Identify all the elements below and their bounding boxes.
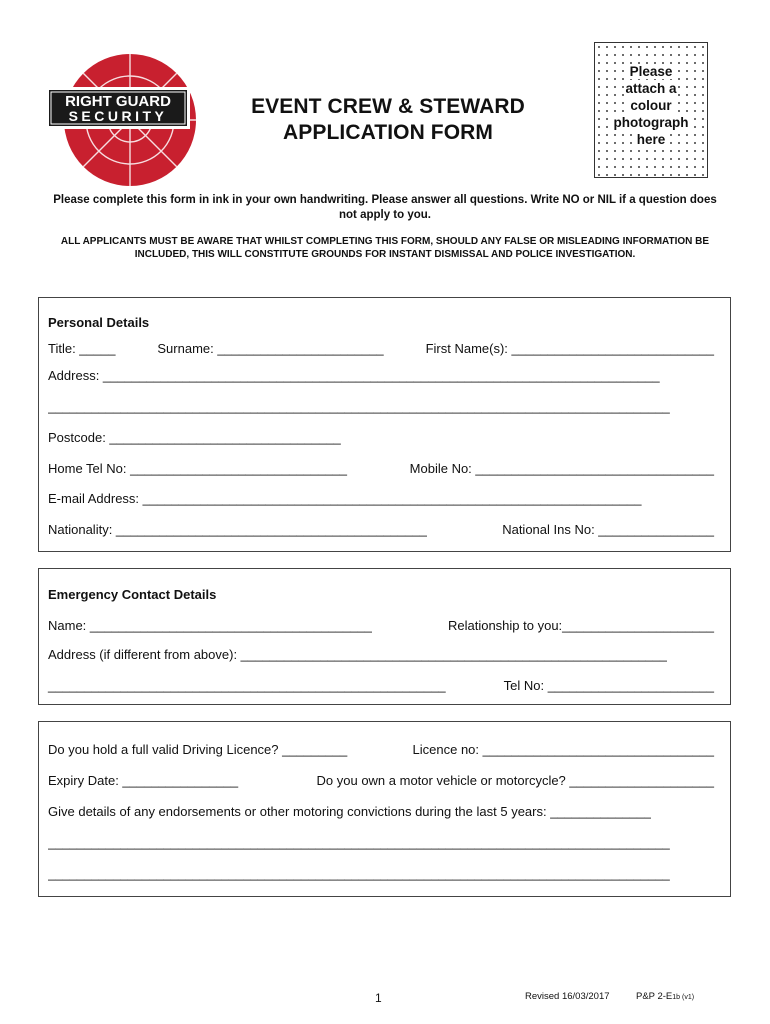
endorsements-question[interactable]: Give details of any endorsements or other motoring convictions during the last 5 years: ______________ bbox=[48, 804, 652, 819]
email-field[interactable]: E-mail Address: _____________________________________________________________________ bbox=[48, 491, 642, 506]
section-heading: Emergency Contact Details bbox=[48, 587, 217, 602]
endorsements-line3[interactable]: ______________________________________________________________________________________ bbox=[48, 866, 670, 881]
logo-text-line1: RIGHT GUARD bbox=[65, 93, 171, 110]
first-names-field[interactable]: First Name(s): ____________________________ bbox=[425, 341, 714, 356]
endorsements-line2[interactable]: ______________________________________________________________________________________ bbox=[48, 835, 670, 850]
emergency-address-line2[interactable]: _______________________________________________________ bbox=[48, 678, 446, 693]
photo-line: here bbox=[636, 132, 666, 147]
address-line2[interactable]: ______________________________________________________________________________________ bbox=[48, 399, 670, 414]
national-ins-field[interactable]: National Ins No: ________________ bbox=[502, 522, 714, 537]
document-code-main: P&P 2-E bbox=[636, 991, 673, 1002]
relationship-field[interactable]: Relationship to you:_____________________ bbox=[447, 618, 714, 633]
page-number: 1 bbox=[375, 991, 382, 1005]
mobile-field[interactable]: Mobile No: _________________________________ bbox=[409, 461, 714, 476]
title-line1: EVENT CREW & STEWARD bbox=[251, 95, 525, 118]
logo-text-line2: SECURITY bbox=[68, 108, 168, 124]
emergency-name-field[interactable]: Name: _______________________________________ bbox=[48, 618, 372, 633]
expiry-date-field[interactable]: Expiry Date: ________________ bbox=[48, 773, 239, 788]
right-guard-security-logo bbox=[38, 40, 208, 186]
address-field[interactable]: Address: _____________________________________________________________________________ bbox=[48, 368, 660, 383]
title-field[interactable]: Title: _____ bbox=[48, 341, 116, 356]
intro-instructions: Please complete this form in ink in your own handwriting. Please answer all questions. Write NO or NIL if a question does not apply to you. bbox=[53, 194, 717, 221]
personal-details-section bbox=[38, 297, 731, 552]
photo-instructions bbox=[595, 63, 707, 148]
nationality-field[interactable]: Nationality: ___________________________________________ bbox=[48, 522, 427, 537]
company-logo bbox=[38, 40, 208, 186]
driving-details-section bbox=[38, 721, 731, 897]
licence-no-field[interactable]: Licence no: ________________________________ bbox=[412, 742, 714, 757]
photo-line: colour bbox=[630, 98, 672, 113]
document-code-suffix: 1b (v1) bbox=[672, 994, 695, 1001]
false-information-warning: ALL APPLICANTS MUST BE AWARE THAT WHILST COMPLETING THIS FORM, SHOULD ANY FALSE OR MISLEADING INFORMATION BE INCLUDED, THIS WILL CONSTITUTE GROUNDS FOR INSTANT DISMISSAL AND POLICE INVESTIGATION. bbox=[60, 236, 710, 260]
vehicle-question[interactable]: Do you own a motor vehicle or motorcycle? ____________________ bbox=[316, 773, 714, 788]
photo-box[interactable] bbox=[594, 42, 708, 178]
photo-line: attach a bbox=[625, 81, 677, 96]
driving-licence-question[interactable]: Do you hold a full valid Driving Licence? _________ bbox=[48, 742, 348, 757]
emergency-address-field[interactable]: Address (if different from above): ___________________________________________________________ bbox=[48, 647, 668, 662]
document-code bbox=[636, 991, 694, 1002]
revision-date: Revised 16/03/2017 bbox=[525, 991, 610, 1002]
home-tel-field[interactable]: Home Tel No: ______________________________ bbox=[48, 461, 348, 476]
surname-field[interactable]: Surname: _______________________ bbox=[157, 341, 384, 356]
emergency-contact-section bbox=[38, 568, 731, 705]
emergency-tel-field[interactable]: Tel No: _______________________ bbox=[503, 678, 714, 693]
title-line2: APPLICATION FORM bbox=[282, 121, 494, 144]
form-title bbox=[218, 94, 558, 146]
photo-line: photograph bbox=[613, 115, 689, 130]
postcode-field[interactable]: Postcode: ________________________________ bbox=[48, 430, 341, 445]
photo-line: Please bbox=[629, 64, 673, 79]
section-heading: Personal Details bbox=[48, 315, 150, 330]
